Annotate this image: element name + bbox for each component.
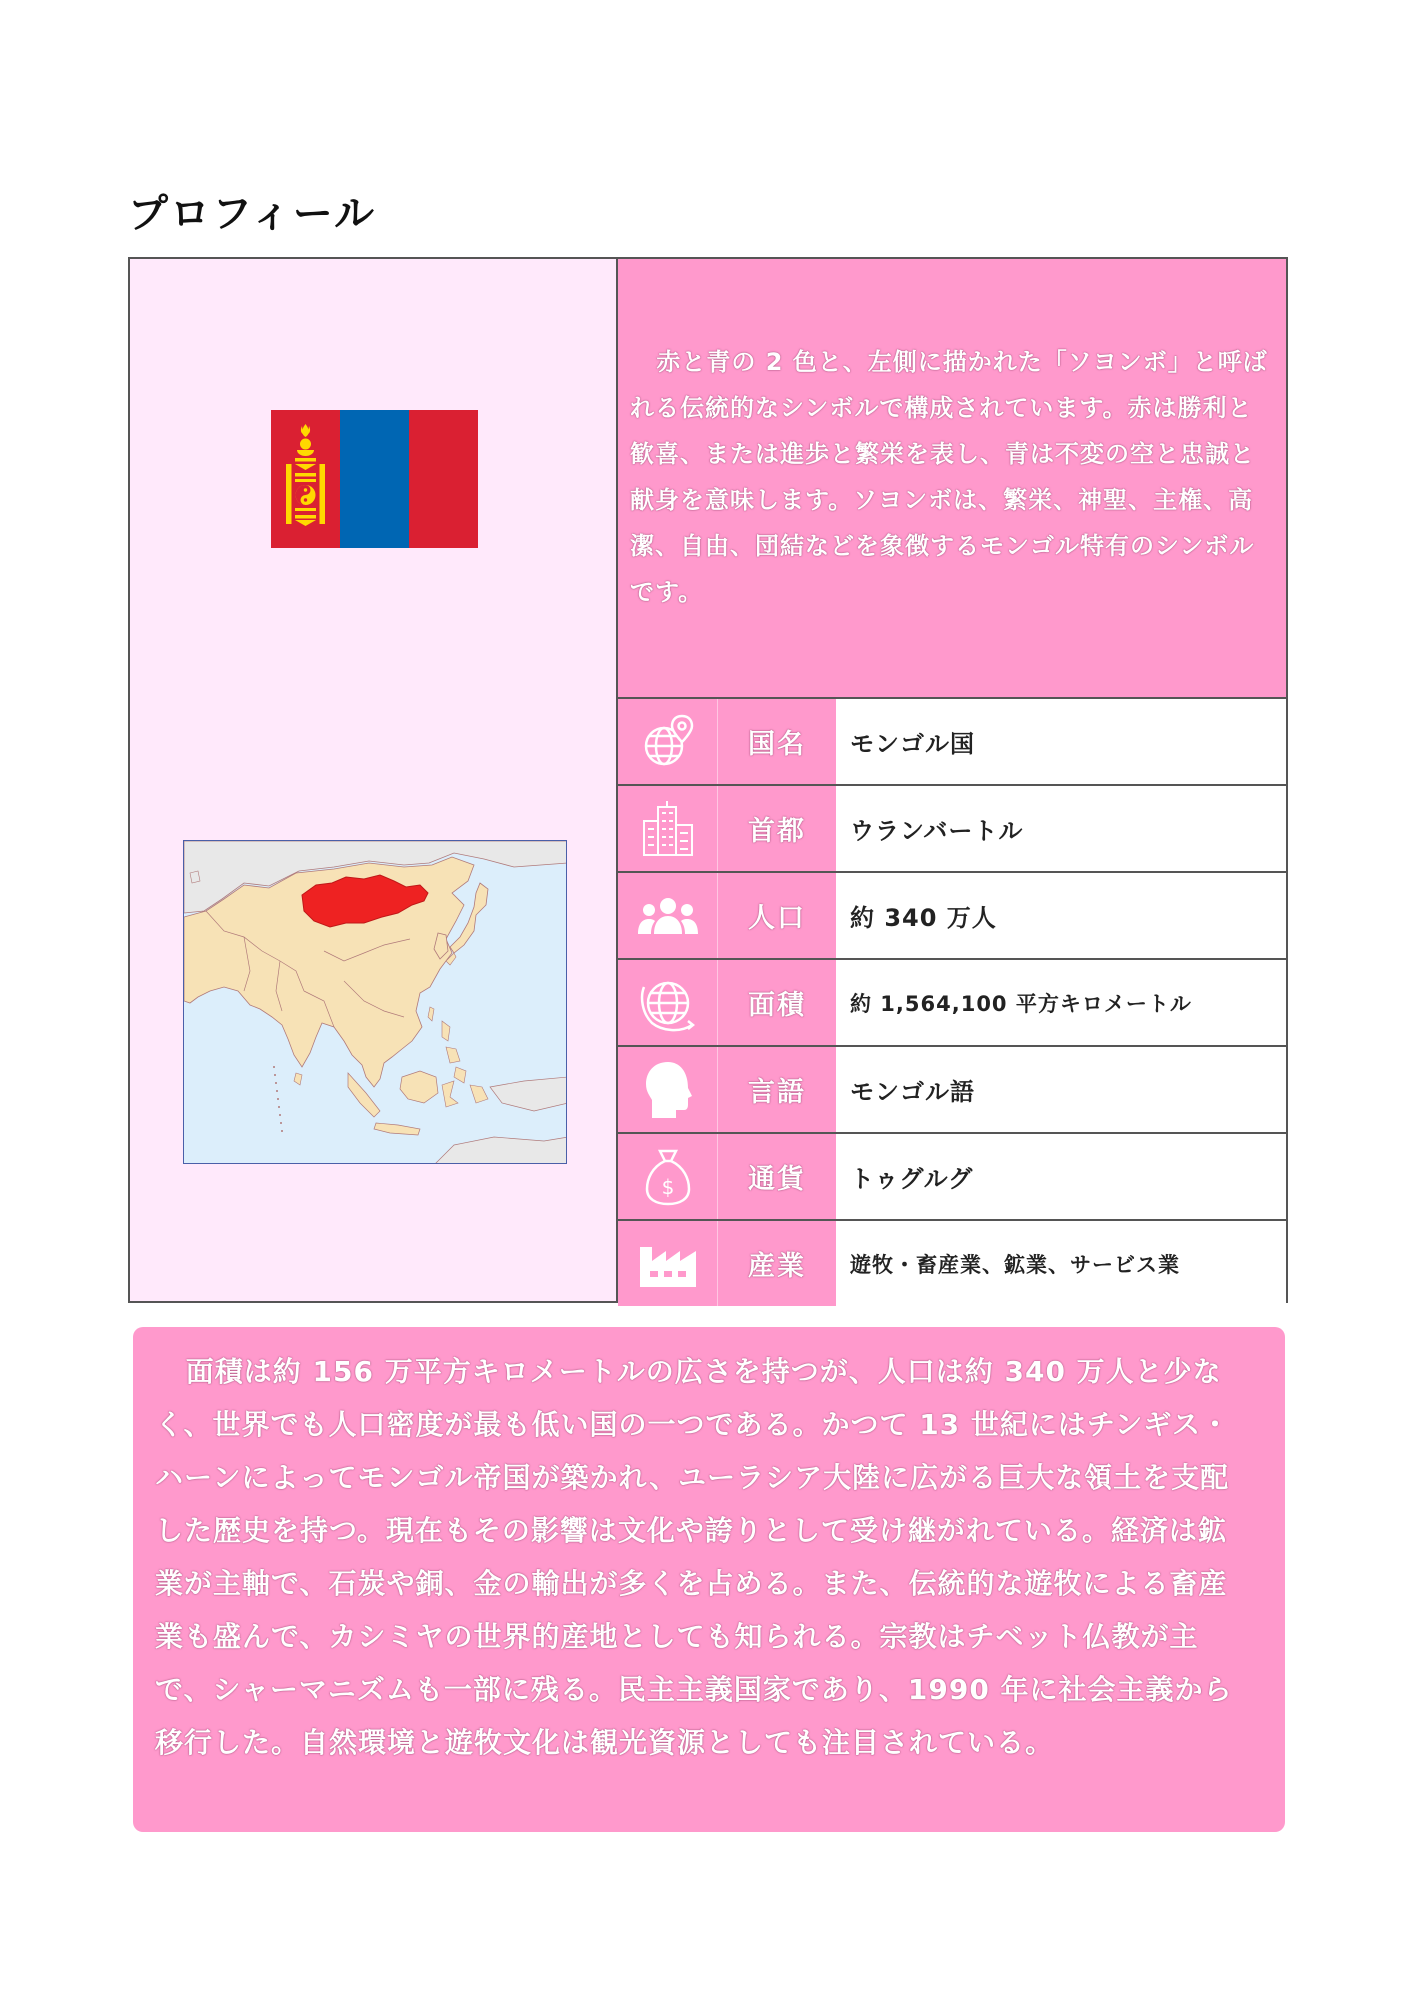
table-row [618,1047,1286,1134]
people-icon [637,894,699,938]
table-row [618,1221,1286,1306]
svg-text:$: $ [661,1174,674,1199]
profile-table [618,699,1286,1306]
row-value: ウランバートル [836,786,1286,871]
buildings-icon [638,799,698,859]
head-icon [642,1060,694,1120]
row-label: 産業 [718,1221,836,1306]
row-label: 国名 [718,699,836,784]
globe-orbit-icon [638,973,698,1033]
money-bag-icon [644,1147,692,1207]
summary-text: 面積は約 156 万平方キロメートルの広さを持つが、人口は約 340 万人と少なく、世界でも人口密度が最も低い国の一つである。かつて 13 世紀にはチンギス・ハーンによってモンゴル帝国が築かれ、ユーラシア大陸に広がる巨大な領土を支配した歴史を持つ。現在もその影響は文化や誇りとして受け継がれている。経済は鉱業が主軸で、石炭や銅、金の輸出が多くを占める。また、伝統的な遊牧による畜産業も盛んで、カシミヤの世界的産地としても知られる。宗教はチベット仏教が主で、シャーマニズムも一部に残る。民主主義国家であり、1990 年に社会主義から移行した。自然環境と遊牧文化は観光資源としても注目されている。 [155,1355,1233,1759]
row-label: 言語 [718,1047,836,1132]
row-label: 通貨 [718,1134,836,1219]
table-row [618,1134,1286,1221]
row-label: 人口 [718,873,836,958]
flag-description-box [618,259,1286,699]
table-row [618,699,1286,786]
row-value: 約 340 万人 [836,873,1286,958]
profile-box [128,257,1288,1303]
factory-icon [638,1239,698,1289]
left-panel [130,259,618,1301]
table-row [618,873,1286,960]
table-row [618,786,1286,873]
globe-pin-icon [638,712,698,772]
row-value: トゥグルグ [836,1134,1286,1219]
asia-locator-map [183,840,567,1164]
page-title: プロフィール [128,191,376,237]
summary-box [133,1327,1285,1832]
flag-red-stripe-left [271,410,340,548]
flag-blue-stripe [340,410,409,548]
flag-red-stripe-right [409,410,478,548]
row-value: モンゴル語 [836,1047,1286,1132]
soyombo-emblem-icon [271,410,340,548]
row-label: 面積 [718,960,836,1045]
row-value: モンゴル国 [836,699,1286,784]
row-label: 首都 [718,786,836,871]
mongolia-flag [271,410,478,548]
row-value: 遊牧・畜産業、鉱業、サービス業 [836,1221,1286,1306]
table-row [618,960,1286,1047]
right-panel [618,259,1286,1301]
flag-description-text: 赤と青の 2 色と、左側に描かれた「ソヨンボ」と呼ばれる伝統的なシンボルで構成されています。赤は勝利と歓喜、または進歩と繁栄を表し、青は不変の空と忠誠と献身を意味します。ソヨンボは、繁栄、神聖、主権、高潔、自由、団結などを象徴するモンゴル特有のシンボルです。 [630,348,1268,606]
row-value: 約 1,564,100 平方キロメートル [836,960,1286,1045]
